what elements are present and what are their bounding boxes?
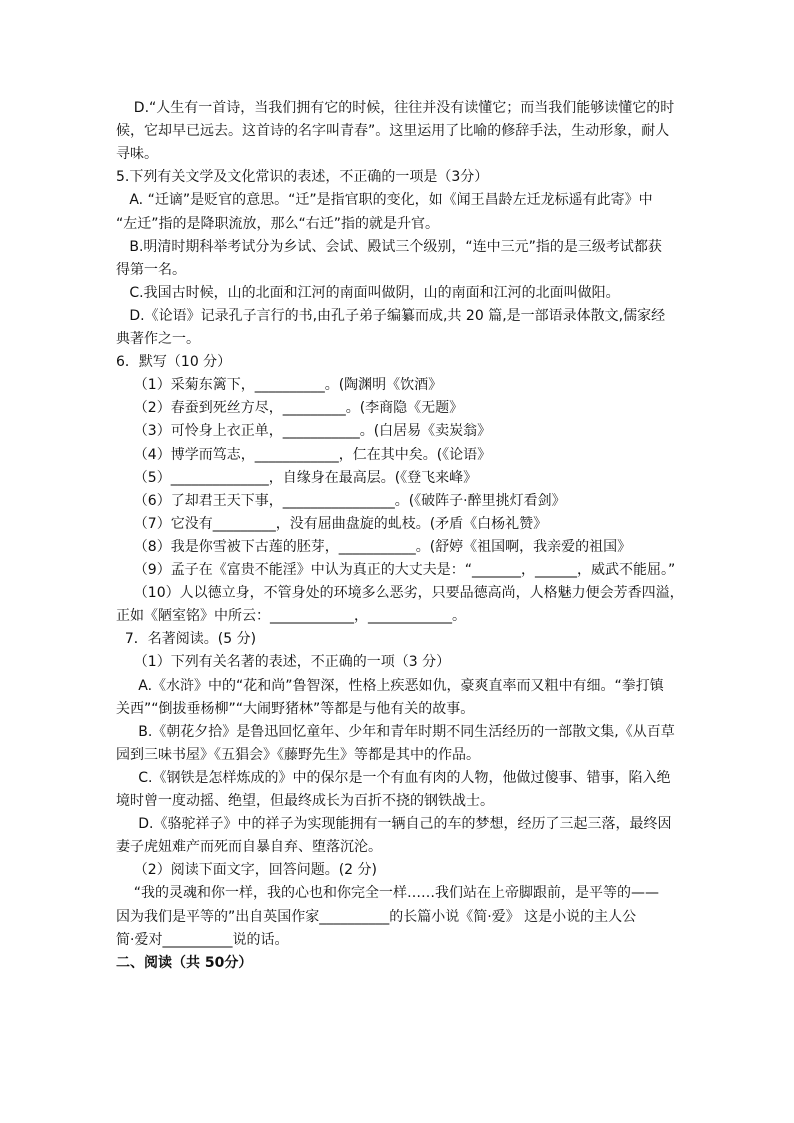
text-line: 7．名著阅读。(5 分) <box>116 631 257 648</box>
text-line: 候，它却早已远去。这首诗的名字叫青春”。这里运用了比喻的修辞手法，生动形象，耐人 <box>116 123 670 140</box>
text-line: （9）孟子在《富贵不能淫》中认为真正的大丈夫是：“_______，______，威武不能屈。” <box>116 562 676 578</box>
text-line: D.“人生有一首诗，当我们拥有它的时候，往往并没有读懂它；而当我们能够读懂它的时 <box>116 100 675 116</box>
section-heading: 二、阅读（共 50分） <box>116 954 253 971</box>
text-line: 因为我们是平等的”出自英国作家__________的长篇小说《简·爱》 这是小说的主人公 <box>116 908 637 925</box>
text-line: （2）春蚕到死丝方尽，_________。(李商隐《无题》 <box>116 400 464 417</box>
text-line: C.我国古时候，山的北面和江河的南面叫做阴，山的南面和江河的北面叫做阳。 <box>116 284 620 301</box>
text-line: A. “迁谪”是贬官的意思。“迁”是指官职的变化，如《闻王昌龄左迁龙标遥有此寄》中 <box>116 192 653 209</box>
text-line: “我的灵魂和你一样，我的心也和你完全一样……我们站在上帝脚跟前，是平等的—— <box>116 885 660 902</box>
text-line: D.《骆驼祥子》中的祥子为实现能拥有一辆自己的车的梦想，经历了三起三落，最终因 <box>116 816 672 833</box>
text-line: 境时曾一度动摇、绝望，但最终成长为百折不挠的钢铁战士。 <box>116 793 494 809</box>
text-line: （1）下列有关名著的表述，不正确的一项（3 分） <box>116 654 451 671</box>
text-line: 典著作之一。 <box>116 331 200 347</box>
text-line: 得第一名。 <box>116 261 186 278</box>
text-line: 寻味。 <box>116 146 158 163</box>
text-line: D.《论语》记录孔子言行的书,由孔子弟子编纂而成,共 20 篇,是一部语录体散文,儒家经 <box>116 307 666 324</box>
text-line: 5.下列有关文学及文化常识的表述，不正确的一项是（3分） <box>116 169 489 186</box>
text-line: C.《钢铁是怎样炼成的》中的保尔是一个有血有肉的人物，他做过傻事、错事，陷入绝 <box>116 769 671 786</box>
text-line: （7）它没有_________，没有屈曲盘旋的虬枝。(矛盾《白杨礼赞》 <box>116 515 548 532</box>
text-line: （3）可怜身上衣正单，___________。(白居易《卖炭翁》 <box>116 423 492 440</box>
text-line: （6）了却君王天下事，________________。(《破阵子·醉里挑灯看剑》 <box>116 492 566 509</box>
text-line: （1）采菊东篱下，__________。(陶渊明《饮酒》 <box>116 377 443 394</box>
text-line: 正如《陋室铭》中所云：____________，____________。 <box>116 608 466 625</box>
text-line: “左迁”指的是降职流放，那么“右迁”指的就是升官。 <box>116 215 440 232</box>
text-line: 6．默写（10 分） <box>116 354 232 371</box>
text-line: A.《水浒》中的“花和尚”鲁智深，性格上疾恶如仇，豪爽直率而又粗中有细。“拳打镇 <box>116 677 664 694</box>
text-line: 关西”“倒拔垂杨柳”“大闹野猪林”等都是与他有关的故事。 <box>116 700 475 717</box>
text-line: （8）我是你雪被下古莲的胚芽，___________。(舒婷《祖国啊，我亲爱的祖国》 <box>116 538 632 555</box>
text-line: B.《朝花夕拾》是鲁迅回忆童年、少年和青年时期不同生活经历的一部散文集,《从百草 <box>116 723 675 740</box>
text-line: B.明清时期科举考试分为乡试、会试、殿试三个级别，“连中三元”指的是三级考试都获 <box>116 238 662 255</box>
text-line: 园到三味书屋》《五猖会》《藤野先生》等都是其中的作品。 <box>116 746 480 763</box>
text-line: 简·爱对__________说的话。 <box>116 931 289 948</box>
text-line: （4）博学而笃志，____________，仁在其中矣。(《论语》 <box>116 446 492 463</box>
text-line: （10）人以德立身，不管身处的环境多么恶劣，只要品德高尚，人格魅力便会芳香四溢， <box>116 585 684 602</box>
text-line: 妻子虎妞难产而死而自暴自弃、堕落沉沦。 <box>116 839 382 856</box>
text-line: （2）阅读下面文字，回答问题。(2 分) <box>116 862 377 879</box>
text-line: （5）______________，自缘身在最高层。(《登飞来峰》 <box>116 469 478 486</box>
